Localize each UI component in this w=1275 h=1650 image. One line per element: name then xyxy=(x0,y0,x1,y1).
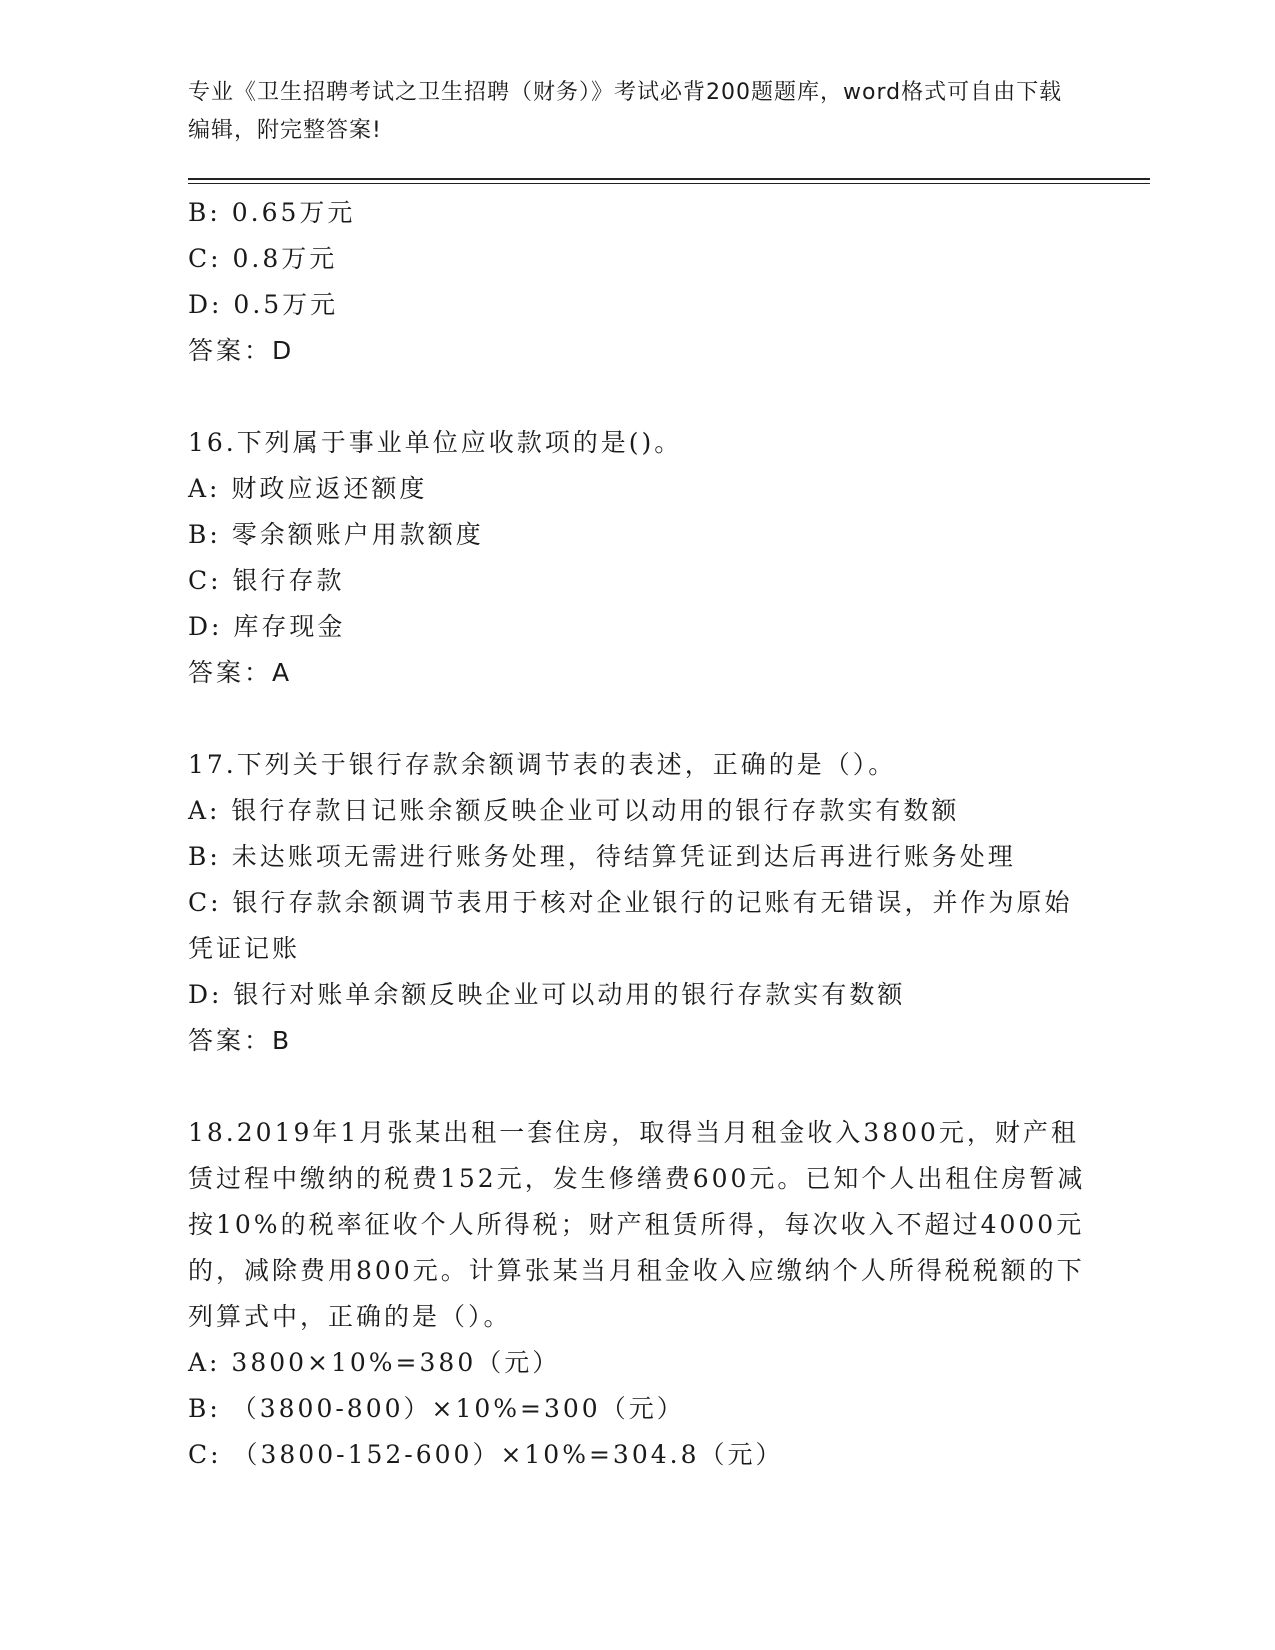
q15-option-c: C: 0.8万元 xyxy=(188,244,338,273)
q16-option-a: A: 财政应返还额度 xyxy=(188,474,428,503)
q18-option-a: A: 3800×10%=380（元） xyxy=(188,1348,561,1377)
document-header: 专业《卫生招聘考试之卫生招聘（财务）》考试必背200题题库，word格式可自由下载编辑，附完整答案! xyxy=(188,80,1063,143)
q17-answer: 答案：B xyxy=(188,1026,293,1055)
q17-option-b: B: 未达账项无需进行账务处理，待结算凭证到达后再进行账务处理 xyxy=(188,842,1016,871)
q16-option-c: C: 银行存款 xyxy=(188,566,345,595)
header-rule-thin xyxy=(188,183,1150,184)
q16-option-d: D: 库存现金 xyxy=(188,612,346,641)
q18-option-b: B: （3800-800）×10%=300（元） xyxy=(188,1394,685,1423)
q16-answer: 答案：A xyxy=(188,658,293,687)
header-rule-thick xyxy=(188,178,1150,180)
q15-option-b: B: 0.65万元 xyxy=(188,198,356,227)
document-body xyxy=(188,190,1088,1478)
q16-option-b: B: 零余额账户用款额度 xyxy=(188,520,484,549)
q15-option-d: D: 0.5万元 xyxy=(188,290,339,319)
q17-option-a: A: 银行存款日记账余额反映企业可以动用的银行存款实有数额 xyxy=(188,796,960,825)
q18-question: 18.2019年1月张某出租一套住房，取得当月租金收入3800元，财产租赁过程中缴纳的税费152元，发生修缮费600元。已知个人出租住房暂减按10%的税率征收个人所得税；财产租赁所得，每次收入不超过4000元的，减除费用800元。计算张某当月租金收入应缴纳个人所得税税额的下列算式中，正确的是（）。 xyxy=(188,1118,1086,1331)
q15-answer: 答案：D xyxy=(188,336,295,365)
q18-option-c: C: （3800-152-600）×10%=304.8（元） xyxy=(188,1440,784,1469)
q17-option-d: D: 银行对账单余额反映企业可以动用的银行存款实有数额 xyxy=(188,980,906,1009)
q17-question: 17.下列关于银行存款余额调节表的表述，正确的是（）。 xyxy=(188,750,897,779)
spacer xyxy=(188,696,1088,742)
spacer xyxy=(188,1064,1088,1110)
spacer xyxy=(188,374,1088,420)
q16-question: 16.下列属于事业单位应收款项的是()。 xyxy=(188,428,683,457)
q17-option-c: C: 银行存款余额调节表用于核对企业银行的记账有无错误，并作为原始凭证记账 xyxy=(188,888,1073,963)
